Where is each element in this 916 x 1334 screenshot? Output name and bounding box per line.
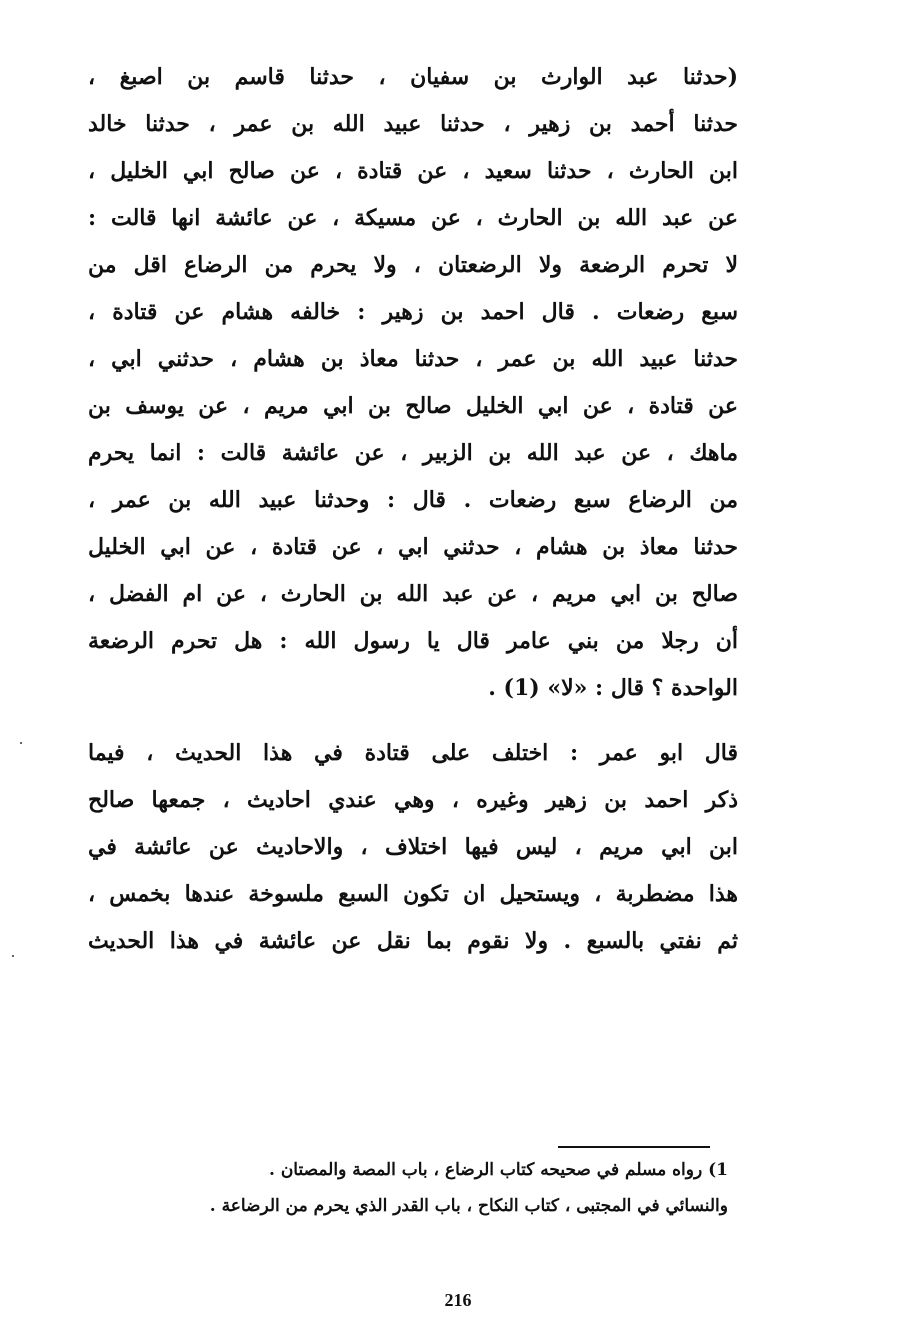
text-line: قال ابو عمر : اختلف على قتادة في هذا الحديث ، فيما	[88, 740, 738, 766]
text-line: حدثنا عبيد الله بن عمر ، حدثنا معاذ بن هشام ، حدثني ابي ،	[88, 346, 738, 372]
footnote-line: 1) رواه مسلم في صحيحه كتاب الرضاع ، باب المصة والمصتان .	[268, 1160, 728, 1180]
paragraph-1	[88, 54, 738, 712]
text-line: سبع رضعات . قال احمد بن زهير : خالفه هشام عن قتادة ،	[88, 299, 738, 325]
text-line: لا تحرم الرضعة ولا الرضعتان ، ولا يحرم من الرضاع اقل من	[88, 252, 738, 278]
text-line: حدثنا معاذ بن هشام ، حدثني ابي ، عن قتادة ، عن ابي الخليل	[88, 534, 738, 560]
text-line: (حدثنا عبد الوارث بن سفيان ، حدثنا قاسم بن اصبغ ،	[88, 64, 738, 90]
text-line: ابن الحارث ، حدثنا سعيد ، عن قتادة ، عن صالح ابي الخليل ،	[88, 158, 738, 184]
paragraph-2	[88, 730, 738, 965]
footnote-separator	[558, 1146, 710, 1148]
text-line: ماهك ، عن عبد الله بن الزبير ، عن عائشة قالت : انما يحرم	[88, 440, 738, 466]
text-line: هذا مضطربة ، ويستحيل ان تكون السبع ملسوخة عندها بخمس ،	[88, 881, 738, 907]
text-line: حدثنا أحمد بن زهير ، حدثنا عبيد الله بن عمر ، حدثنا خالد	[88, 111, 738, 137]
text-line: ذكر احمد بن زهير وغيره ، وهي عندي احاديث ، جمعها صالح	[88, 787, 738, 813]
text-line: ثم نفتي بالسبع . ولا نقوم بما نقل عن عائشة في هذا الحديث	[88, 928, 738, 954]
main-text-block	[88, 54, 738, 965]
text-line: صالح بن ابي مريم ، عن عبد الله بن الحارث ، عن ام الفضل ،	[88, 581, 738, 607]
footnotes	[78, 1152, 728, 1224]
footnote-line: والنسائي في المجتبى ، كتاب النكاح ، باب القدر الذي يحرم من الرضاعة .	[209, 1196, 728, 1216]
text-line: أن رجلا من بني عامر قال يا رسول الله : هل تحرم الرضعة	[88, 628, 738, 654]
text-line: من الرضاع سبع رضعات . قال : وحدثنا عبيد الله بن عمر ،	[88, 487, 738, 513]
scan-speck	[12, 955, 14, 957]
text-line: ابن ابي مريم ، ليس فيها اختلاف ، والاحاديث عن عائشة في	[88, 834, 738, 860]
text-line: عن عبد الله بن الحارث ، عن مسيكة ، عن عائشة انها قالت :	[88, 205, 738, 231]
text-line: الواحدة ؟ قال : «لا» (1) .	[488, 675, 738, 701]
scan-speck	[20, 742, 22, 744]
page-number: 216	[444, 1290, 472, 1310]
paragraph-spacer	[88, 712, 738, 730]
text-line: عن قتادة ، عن ابي الخليل صالح بن ابي مريم ، عن يوسف بن	[88, 393, 738, 419]
